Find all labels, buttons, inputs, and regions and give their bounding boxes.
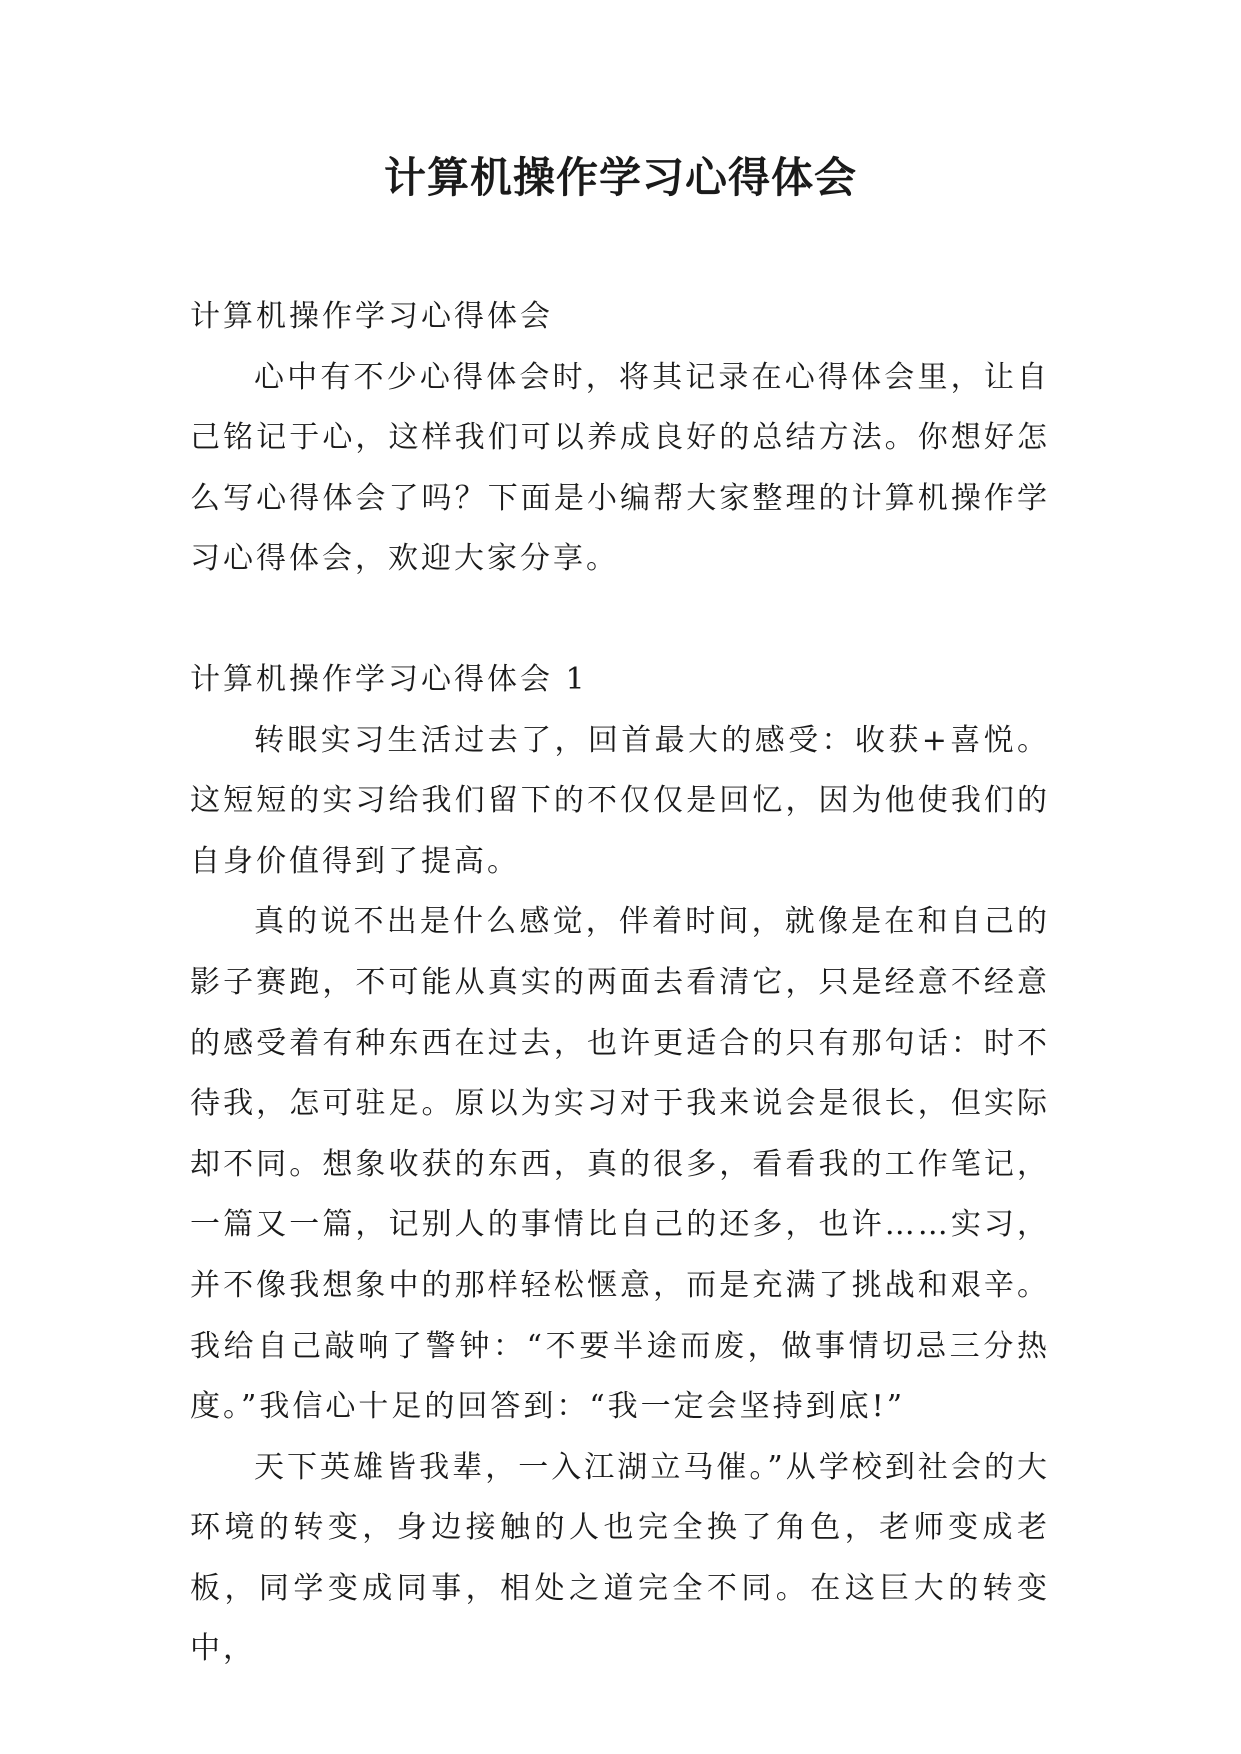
section-1-paragraph-2: 真的说不出是什么感觉，伴着时间，就像是在和自己的影子赛跑，不可能从真实的两面去看清它，只是经意不经意的感受着有种东西在过去，也许更适合的只有那句话：时不待我，怎可驻足。原以为实习对于我来说会是很长，但实际却不同。想象收获的东西，真的很多，看看我的工作笔记，一篇又一篇，记别人的事情比自己的还多，也许……实习，并不像我想象中的那样轻松惬意，而是充满了挑战和艰辛。我给自己敲响了警钟：“不要半途而废，做事情切忌三分热度。”我信心十足的回答到：“我一定会坚持到底!” [190,904,1050,1425]
intro-paragraph: 心中有不少心得体会时，将其记录在心得体会里，让自己铭记于心，这样我们可以养成良好的总结方法。你想好怎么写心得体会了吗？下面是小编帮大家整理的计算机操作学习心得体会，欢迎大家分享。 [190,359,1050,577]
section-1-paragraph-1: 转眼实习生活过去了，回首最大的感受：收获+喜悦。这短短的实习给我们留下的不仅仅是回忆，因为他使我们的自身价值得到了提高。 [190,722,1050,879]
document-body [190,287,1050,1680]
section-1-paragraph-3: 天下英雄皆我辈，一入江湖立马催。”从学校到社会的大环境的转变，身边接触的人也完全换了角色，老师变成老板，同学变成同事，相处之道完全不同。在这巨大的转变中， [190,1449,1050,1667]
document-title: 计算机操作学习心得体会 [383,153,857,202]
section-1-subheading: 计算机操作学习心得体会 1 [190,661,588,697]
section-spacer [190,590,1050,650]
intro-subheading: 计算机操作学习心得体会 [190,299,553,334]
